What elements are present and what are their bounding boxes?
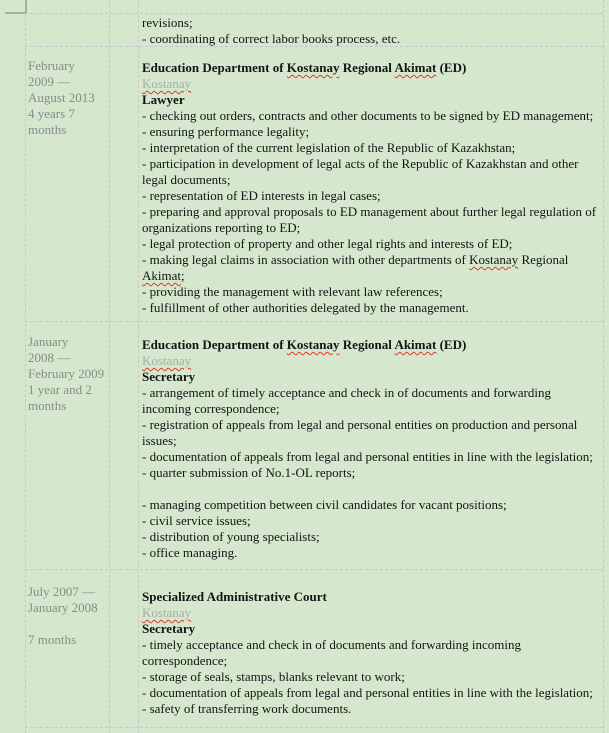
- date-range: [28, 58, 108, 106]
- duration: [28, 106, 108, 138]
- text-line: - registration of appeals from legal and personal entities on production and personal issues;: [142, 417, 578, 448]
- employer-name: Education Department of Kostanay Regional Akimat (ED): [142, 60, 467, 75]
- grid-line-before-content: [138, 0, 139, 733]
- text-line: - coordinating of correct labor books process, etc.: [142, 31, 401, 46]
- duty-list: [142, 637, 603, 717]
- job-title: Secretary: [142, 369, 196, 384]
- experience-dates-1: [28, 58, 108, 138]
- text-line: 1 year and 2: [28, 382, 92, 397]
- text-line: - checking out orders, contracts and other documents to be signed by ED management;: [142, 108, 594, 123]
- text-line: - providing the management with relevant law references;: [142, 284, 443, 299]
- text-line: - timely acceptance and check in of documents and forwarding incoming correspondence;: [142, 637, 522, 668]
- text-line: August 2013: [28, 90, 95, 105]
- text-line: months: [28, 398, 67, 413]
- text-line: - fulfillment of other authorities delegated by the management.: [142, 300, 469, 315]
- text-line: - managing competition between civil candidates for vacant positions;: [142, 497, 507, 512]
- experience-entry-3: [142, 589, 603, 717]
- text-line: - participation in development of legal acts of the Republic of Kazakhstan and other legal documents;: [142, 156, 579, 187]
- text-line: February: [28, 58, 75, 73]
- grid-row-border-5: [25, 727, 603, 728]
- experience-dates-2: [28, 334, 108, 414]
- date-range: [28, 584, 108, 632]
- text-line: - documentation of appeals from legal and personal entities in line with the legislation;: [142, 449, 593, 464]
- experience-dates-3: [28, 584, 108, 648]
- corner-fragment-horizontal-line: [5, 12, 27, 14]
- text-line: 4 years 7: [28, 106, 75, 121]
- job-title: Secretary: [142, 621, 196, 636]
- grid-line-left: [25, 13, 26, 733]
- text-line: - storage of seals, stamps, blanks relevant to work;: [142, 669, 405, 684]
- grid-row-border-4: [25, 569, 603, 570]
- text-line: 7 months: [28, 632, 77, 647]
- text-line: - quarter submission of No.1-OL reports;: [142, 465, 356, 480]
- text-line: revisions;: [142, 15, 193, 30]
- text-line: [28, 616, 108, 632]
- duration: [28, 632, 108, 648]
- grid-line-after-dates: [109, 0, 110, 733]
- text-line: - representation of ED interests in legal cases;: [142, 188, 381, 203]
- text-line: January: [28, 334, 69, 349]
- text-line: - distribution of young specialists;: [142, 529, 320, 544]
- text-line: [142, 481, 603, 497]
- text-line: - interpretation of the current legislation of the Republic of Kazakhstan;: [142, 140, 516, 155]
- duty-list: [142, 108, 603, 316]
- corner-fragment-vertical-line: [25, 0, 27, 12]
- grid-row-border-1: [25, 13, 603, 14]
- experience-entry-1: [142, 60, 603, 316]
- city-link[interactable]: Kostanay: [142, 76, 192, 91]
- grid-line-right: [603, 0, 604, 733]
- text-line: - legal protection of property and other legal rights and interests of ED;: [142, 236, 513, 251]
- employer-name: Education Department of Kostanay Regional Akimat (ED): [142, 337, 467, 352]
- text-line: - arrangement of timely acceptance and check in of documents and forwarding incoming correspondence;: [142, 385, 551, 416]
- employer-name: Specialized Administrative Court: [142, 589, 327, 604]
- previous-entry-lines: [142, 15, 603, 47]
- text-line: - office managing.: [142, 545, 238, 560]
- text-line: 2009 —: [28, 74, 71, 89]
- experience-entry-2: [142, 337, 603, 561]
- text-line: 2008 —: [28, 350, 71, 365]
- text-line: - making legal claims in association with other departments of Kostanay Regional Akimat;: [142, 252, 569, 283]
- previous-entry-tail: [142, 15, 603, 47]
- city-link[interactable]: Kostanay: [142, 605, 192, 620]
- text-line: January 2008: [28, 600, 98, 615]
- text-line: - documentation of appeals from legal and personal entities in line with the legislation;: [142, 685, 593, 700]
- duration: [28, 382, 108, 414]
- text-line: months: [28, 122, 67, 137]
- duty-list: [142, 385, 603, 561]
- text-line: July 2007 —: [28, 584, 96, 599]
- text-line: - safety of transferring work documents.: [142, 701, 352, 716]
- text-line: - preparing and approval proposals to ED management about further legal regulation of organizations reporting to ED;: [142, 204, 597, 235]
- text-line: - ensuring performance legality;: [142, 124, 310, 139]
- job-title: Lawyer: [142, 92, 185, 107]
- city-link[interactable]: Kostanay: [142, 353, 192, 368]
- grid-row-border-3: [25, 321, 603, 322]
- date-range: [28, 334, 108, 382]
- text-line: - civil service issues;: [142, 513, 251, 528]
- text-line: February 2009: [28, 366, 105, 381]
